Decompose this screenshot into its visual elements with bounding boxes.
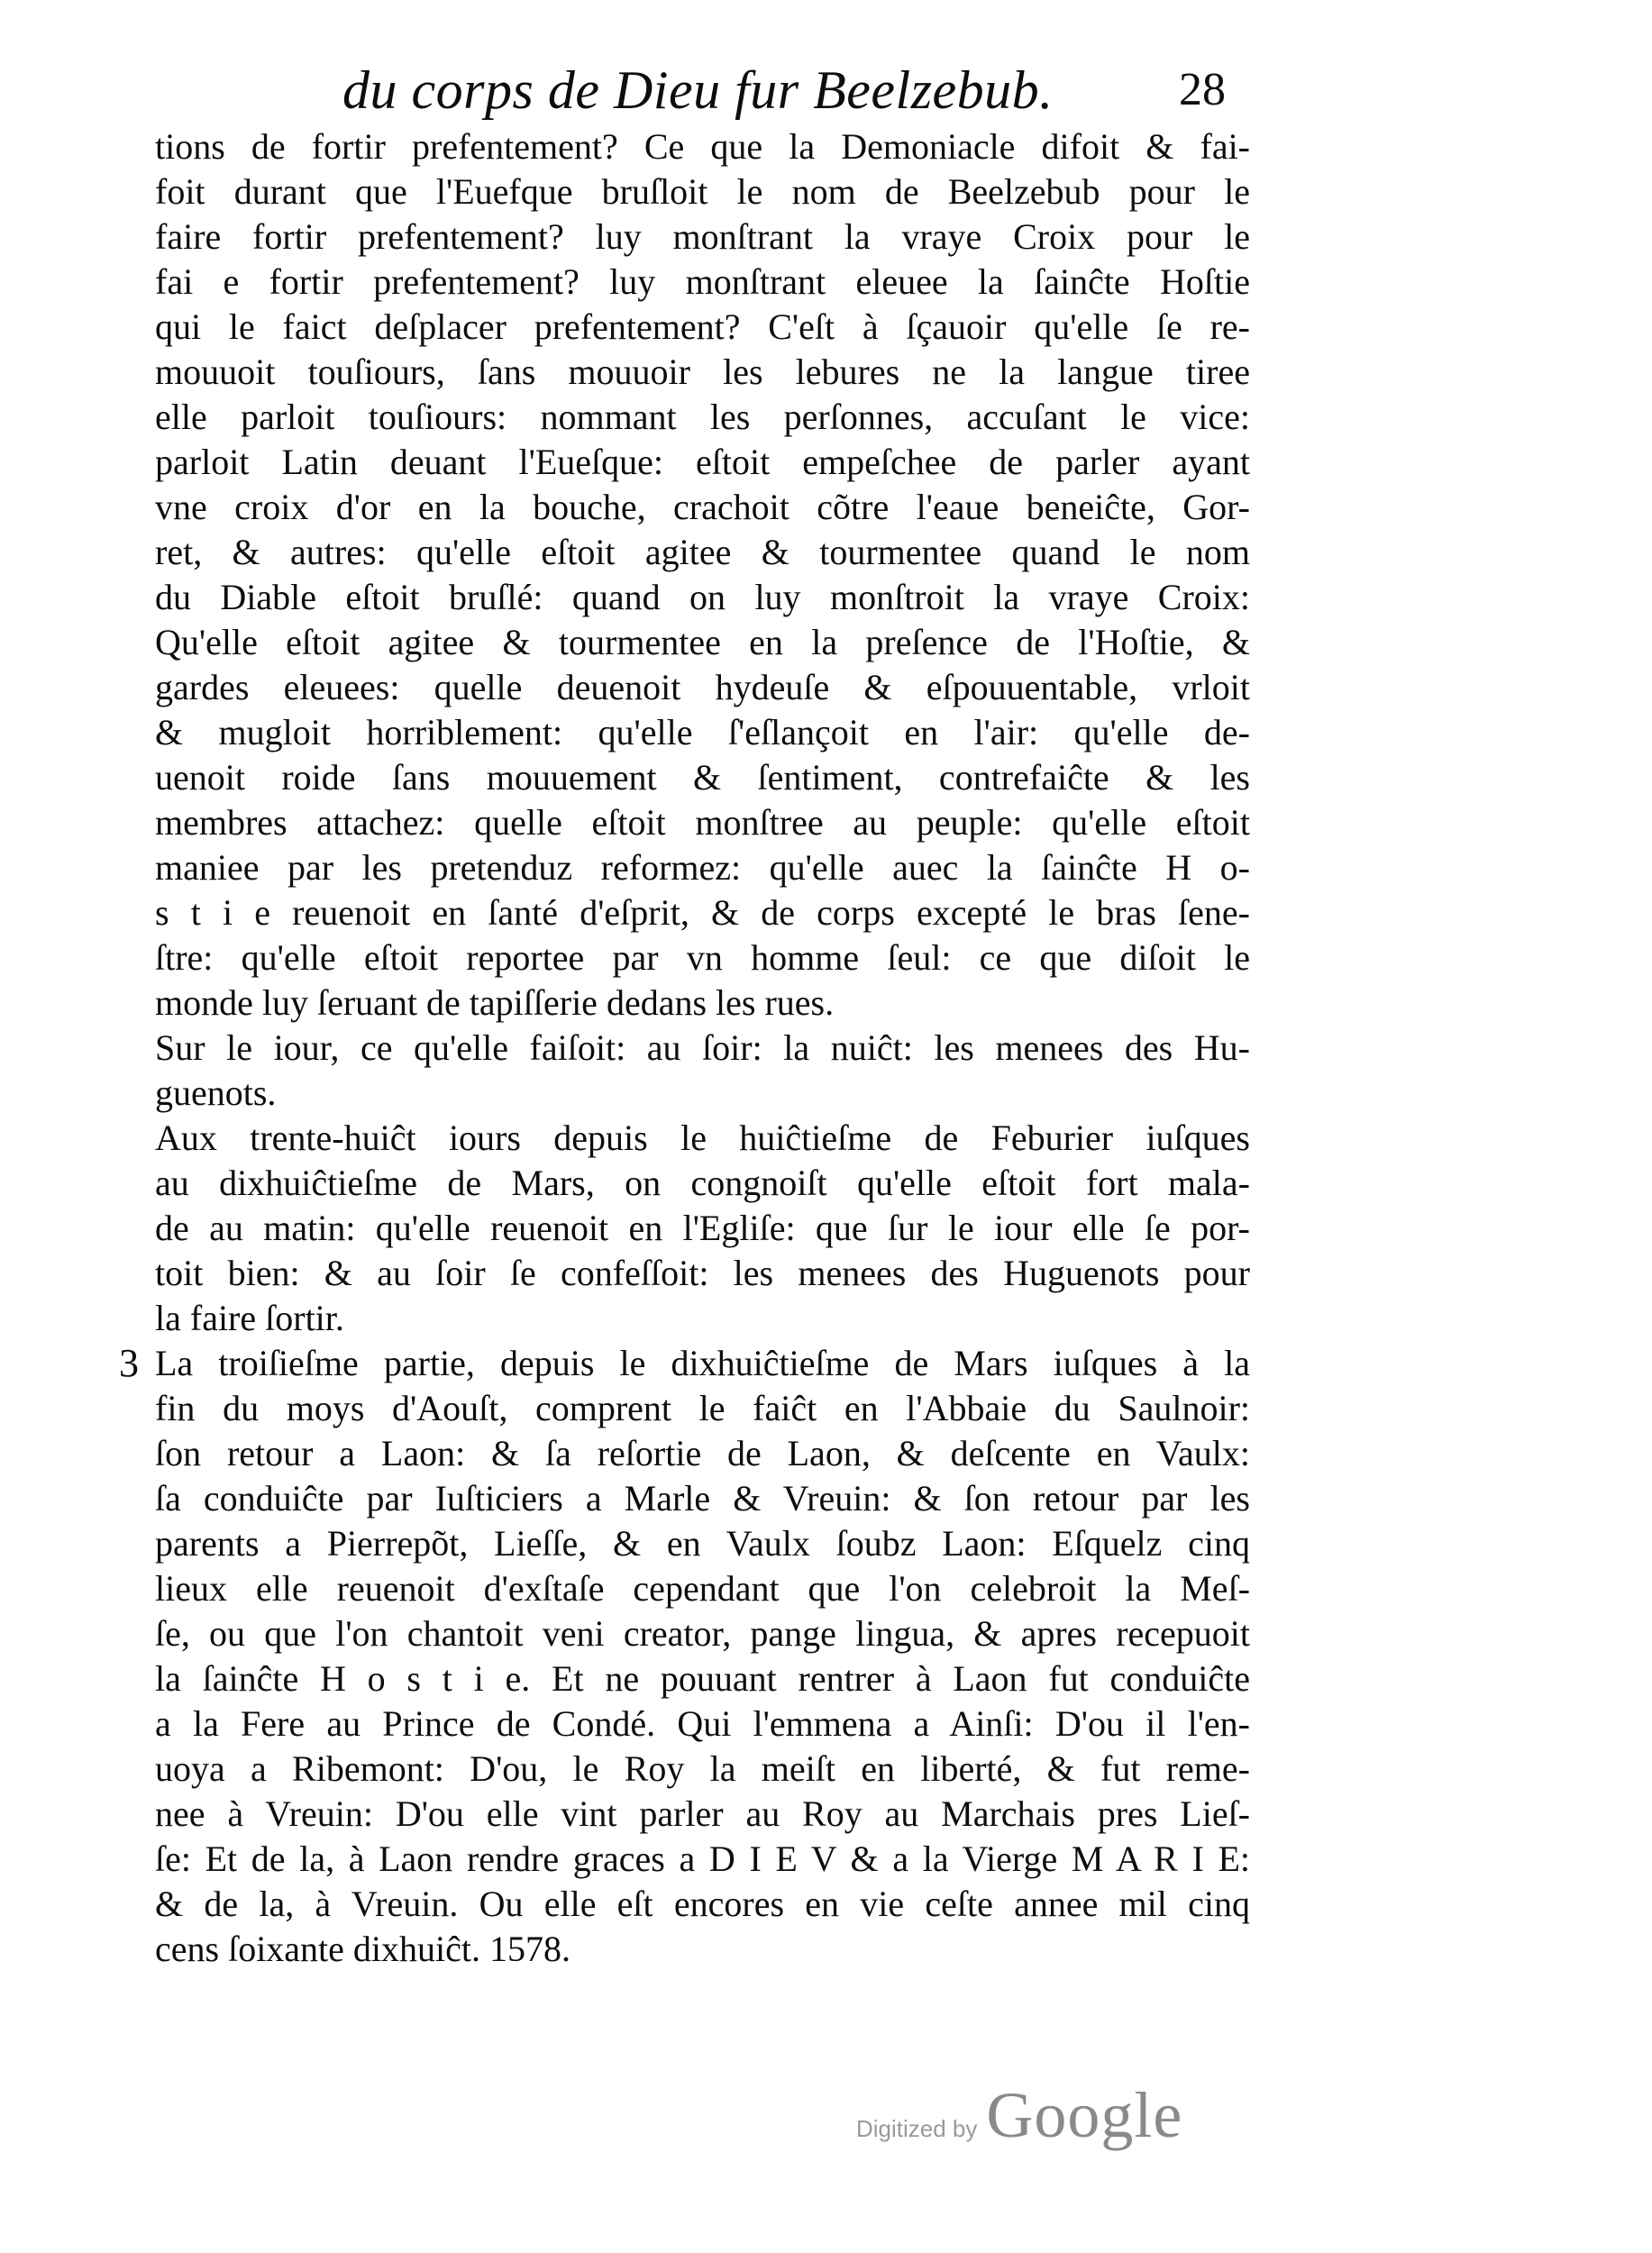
text-line: tions de fortir prefentement? Ce que la Demoniacle difoit & fai- [155,126,1250,167]
text-line: Qu'elle eſtoit agitee & tourmentee en la preſence de l'Hoſtie, & [155,622,1250,662]
text-line: foit durant que l'Euefque bruſloit le nom de Beelzebub pour le [155,171,1250,212]
text-line: uoya a Ribemont: D'ou, le Roy la meiſt en liberté, & fut reme- [155,1748,1250,1789]
text-line: parloit Latin deuant l'Eueſque: eſtoit empeſchee de parler ayant [155,442,1250,482]
text-line: ſe: Et de la, à Laon rendre graces a D I E V & a la Vierge M A R I E: [155,1838,1250,1879]
text-line: mouuoit touſiours, ſans mouuoir les lebures ne la langue tiree [155,351,1250,392]
text-line: elle parloit touſiours: nommant les perſonnes, accuſant le vice: [155,397,1250,437]
text-line: toit bien: & au ſoir ſe confeſſoit: les menees des Huguenots pour [155,1253,1250,1293]
text-line: & de la, à Vreuin. Ou elle eſt encores en vie ceſte annee mil cinq [155,1884,1250,1924]
text-line: ſa conduiĉte par Iuſticiers a Marle & Vreuin: & ſon retour par les [155,1478,1250,1519]
text-line: ſe, ou que l'on chantoit veni creator, pange lingua, & apres recepuoit [155,1613,1250,1654]
text-line: gardes eleuees: quelle deuenoit hydeuſe & eſpouuentable, vrloit [155,667,1250,707]
text-line: ret, & autres: qu'elle eſtoit agitee & tourmentee quand le nom [155,532,1250,572]
text-line: parents a Pierrepõt, Lieſſe, & en Vaulx ſoubz Laon: Eſquelz cinq [155,1523,1250,1564]
text-line: maniee par les pretenduz reformez: qu'elle auec la ſainĉte H o- [155,847,1250,888]
text-line: vne croix d'or en la bouche, crachoit cõtre l'eaue beneiĉte, Gor- [155,487,1250,527]
text-line: fai e fortir prefentement? luy monſtrant eleuee la ſainĉte Hoſtie [155,261,1250,302]
body-text [119,124,1250,1972]
text-line: ſtre: qu'elle eſtoit reportee par vn homme ſeul: ce que diſoit le [155,937,1250,978]
text-line: ſon retour a Laon: & ſa reſortie de Laon, & deſcente en Vaulx: [155,1433,1250,1473]
digitized-label: Digitized by [856,2115,978,2142]
text-line: monde luy ſeruant de tapiſſerie dedans les rues. [155,982,835,1023]
text-line: qui le faict deſplacer prefentement? C'eſt à ſçauoir qu'elle ſe re- [155,306,1250,347]
text-line: nee à Vreuin: D'ou elle vint parler au Roy au Marchais pres Lieſ- [155,1793,1250,1834]
text-line: la ſainĉte H o s t i e. Et ne pouuant rentrer à Laon fut conduiĉte [155,1658,1250,1699]
text-line: Sur le iour, ce qu'elle faiſoit: au ſoir: la nuiĉt: les menees des Hu- [155,1027,1250,1068]
text-line: de au matin: qu'elle reuenoit en l'Egliſe: que ſur le iour elle ſe por- [155,1208,1250,1248]
text-line: au dixhuiĉtieſme de Mars, on congnoiſt qu'elle eſtoit fort mala- [155,1163,1250,1203]
running-head: du corps de Dieu fur Beelzebub. [342,60,1054,120]
text-line: lieux elle reuenoit d'exſtaſe cependant que l'on celebroit la Meſ- [155,1568,1250,1609]
text-line: guenots. [155,1072,277,1113]
page-number: 28 [1179,64,1226,115]
section-number: 3 [119,1341,139,1385]
text-line: Aux trente-huiĉt iours depuis le huiĉtieſme de Feburier iuſques [155,1117,1250,1158]
text-line: membres attachez: quelle eſtoit monſtree au peuple: qu'elle eſtoit [155,802,1250,843]
text-line: & mugloit horriblement: qu'elle ſ'eſlançoit en l'air: qu'elle de- [155,712,1250,753]
text-line: faire fortir prefentement? luy monſtrant la vraye Croix pour le [155,216,1250,257]
text-line-content: La troiſieſme partie, depuis le dixhuiĉtieſme de Mars iuſques à la [155,1343,1250,1383]
google-logo: Google [986,2079,1183,2151]
text-line: a la Fere au Prince de Condé. Qui l'emmena a Ainſi: D'ou il l'en- [155,1703,1250,1744]
text-line: fin du moys d'Aouſt, comprent le faiĉt en l'Abbaie du Saulnoir: [155,1388,1250,1428]
text-line: du Diable eſtoit bruſlé: quand on luy monſtroit la vraye Croix: [155,577,1250,617]
text-line [119,1341,1250,1386]
digitized-by-google-watermark [856,2078,1182,2153]
text-line: s t i e reuenoit en ſanté d'eſprit, & de corps excepté le bras ſene- [155,892,1250,933]
text-line: la faire ſortir. [155,1298,344,1338]
text-line: cens ſoixante dixhuiĉt. 1578. [155,1929,571,1969]
text-line: uenoit roide ſans mouuement & ſentiment, contrefaiĉte & les [155,757,1250,798]
